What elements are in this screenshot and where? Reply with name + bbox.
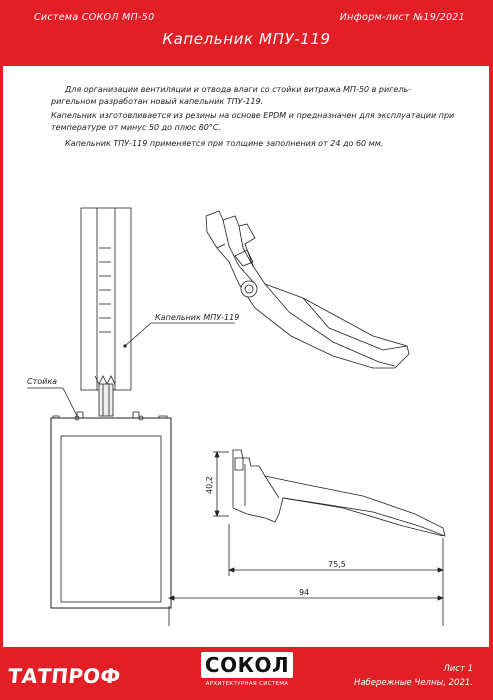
side-section-drawing [233, 450, 445, 536]
paragraph-purpose: Для организации вентиляции и отвода влаги со стойки витража МП-50 в ригель-ригельном разработан новый капельник ТПУ-119. [51, 85, 412, 106]
city-year: Набережные Челны, 2021. [353, 678, 473, 688]
sheet-number: Лист 1 [443, 664, 473, 674]
dim-height-label: 40,2 [205, 476, 214, 494]
page-title: Капельник МПУ-119 [162, 30, 331, 48]
profile-section-drawing [51, 208, 171, 608]
isometric-view [206, 211, 409, 368]
header-info-sheet: Информ-лист №19/2021 [339, 12, 465, 23]
dimension-height [213, 452, 229, 516]
sokol-logo [196, 652, 298, 687]
dimension-total-width [169, 576, 443, 626]
paragraph-material: Капельник изготовливается из резины на основе EPDM и предназначен для эксплуатации при температуре от минус 50 до плюс 80°С. [51, 111, 455, 132]
brand-subtitle: АРХИТЕКТУРНАЯ СИСТЕМА [205, 681, 289, 687]
tatprof-logo: ТАТПРОФ [6, 664, 122, 688]
header-system: Система СОКОЛ МП-50 [34, 12, 155, 23]
label-post: Стойка [27, 377, 58, 386]
brand-name: СОКОЛ [201, 652, 293, 678]
paragraph-application: Капельник ТПУ-119 применяется при толщине заполнения от 24 до 60 мм. [65, 139, 384, 148]
footer-info [354, 662, 473, 690]
label-drip: Капельник МПУ-119 [155, 313, 240, 322]
dim-inner-width-label: 75,5 [328, 560, 346, 569]
technical-drawing [3, 66, 489, 647]
dim-total-width-label: 94 [299, 588, 310, 597]
document-sheet [3, 66, 489, 647]
